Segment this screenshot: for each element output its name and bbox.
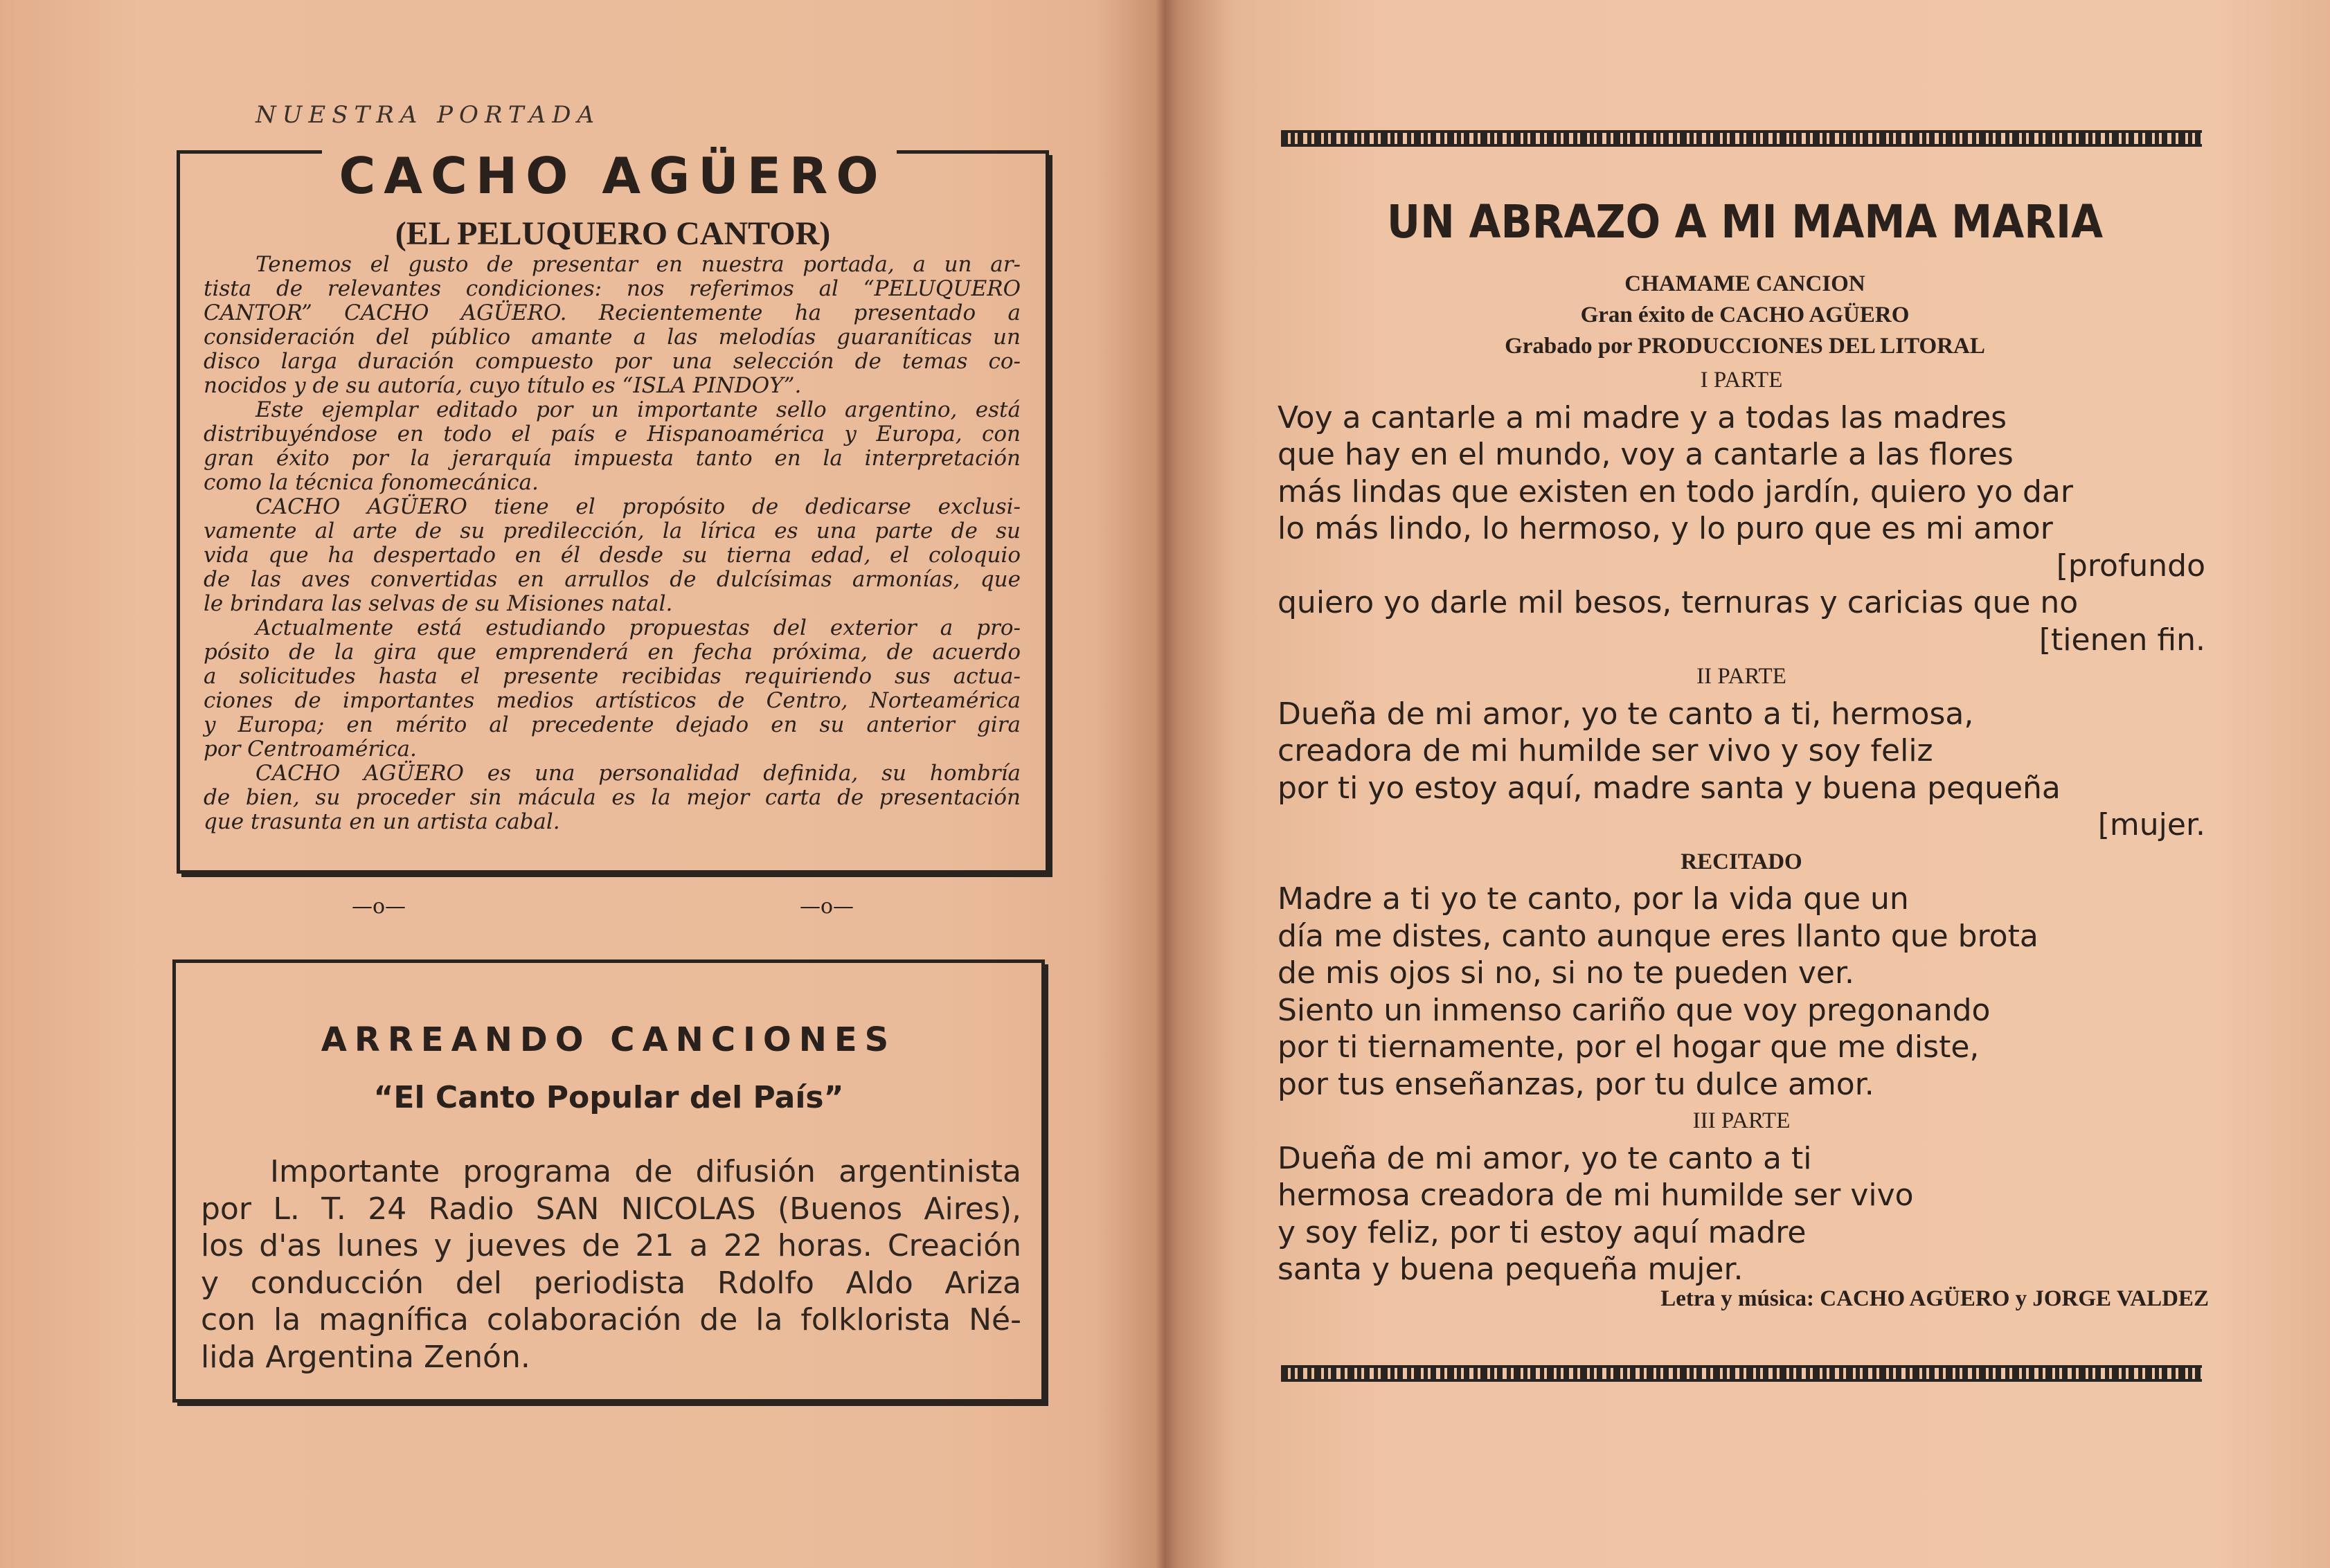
song-title: UN ABRAZO A MI MAMA MARIA [1386, 195, 2104, 249]
lyrics-line: por ti yo estoy aquí, madre santa y buena pequeña [1278, 770, 2061, 806]
lyrics-line: que hay en el mundo, voy a cantarle a las flores [1278, 437, 2014, 472]
lyrics-line: Madre a ti yo te canto, por la vida que un [1278, 881, 1909, 917]
lyrics-line: Siento un inmenso cariño que voy pregonando [1278, 992, 1991, 1028]
lyrics-line: más lindas que existen en todo jardín, quiero yo dar [1278, 474, 2073, 510]
lyrics-section-heading: II PARTE [1696, 664, 1786, 689]
article-line: Tenemos el gusto de presentar en nuestra portada, a un ar- [256, 252, 1021, 277]
lyrics-line: día me distes, canto aunque eres llanto que brota [1278, 918, 2038, 954]
article-line: por Centroamérica. [204, 737, 417, 762]
decorative-border-bottom [1281, 1365, 2202, 1382]
decorative-border-top [1281, 130, 2202, 147]
program-line: con la magnífica colaboración de la folklorista Né- [201, 1302, 1021, 1337]
lyrics-line: por ti tiernamente, por el hogar que me diste, [1278, 1029, 1980, 1065]
lyrics-line: quiero yo darle mil besos, ternuras y caricias que no [1278, 585, 2079, 620]
lyrics-line: y soy feliz, por ti estoy aquí madre [1278, 1214, 1807, 1250]
lyrics-line: [mujer. [2097, 807, 2205, 842]
article-line: como la técnica fonomecánica. [204, 470, 539, 495]
separator: —o— [352, 894, 406, 919]
article-line: CANTOR” CACHO AGÜERO. Recientemente ha presentado a [204, 300, 1021, 325]
article-line: nocidos y de su autoría, cuyo título es “ISLA PINDOY”. [204, 373, 802, 398]
program-line: por L. T. 24 Radio SAN NICOLAS (Buenos Aires), [201, 1191, 1021, 1227]
song-recorded: Grabado por PRODUCCIONES DEL LITORAL [1505, 334, 1985, 359]
article-line: pósito de la gira que emprenderá en fecha próxima, de acuerdo [204, 640, 1021, 665]
program-body [201, 1153, 1021, 1376]
article-line: a solicitudes hasta el presente recibidas requiriendo sus actua- [204, 664, 1021, 689]
lyrics-line: Voy a cantarle a mi madre y a todas las madres [1278, 399, 2007, 435]
program-line: Importante programa de difusión argentinista [270, 1154, 1021, 1189]
lyrics-section-heading: RECITADO [1681, 849, 1802, 874]
program-title: ARREANDO CANCIONES [321, 1020, 897, 1059]
program-subtitle: “El Canto Popular del País” [373, 1080, 844, 1115]
article-line: de las aves convertidas en arrullos de dulcísimas armonías, que [204, 567, 1021, 592]
article-line: consideración del público amante a las melodías guaraníticas un [204, 325, 1021, 350]
article-line: vida que ha despertado en él desde su tierna edad, el coloquio [204, 543, 1021, 568]
lyrics-line: hermosa creadora de mi humilde ser vivo [1278, 1178, 1914, 1213]
article-body [204, 253, 1021, 834]
lyrics-line: [profundo [2056, 548, 2205, 584]
song-genre: CHAMAME CANCION [1624, 271, 1865, 296]
separator: —o— [800, 894, 854, 919]
song-hit: Gran éxito de CACHO AGÜERO [1580, 303, 1910, 327]
article-line: Este ejemplar editado por un importante sello argentino, está [256, 397, 1021, 422]
lyrics-section-heading: III PARTE [1692, 1108, 1791, 1133]
lyrics-line: [tienen fin. [2038, 622, 2205, 658]
lyrics-line: por tus enseñanzas, por tu dulce amor. [1278, 1066, 1874, 1102]
song-lyrics [1278, 362, 2205, 1288]
article-line: CACHO AGÜERO tiene el propósito de dedicarse exclusi- [256, 494, 1021, 519]
program-line: y conducción del periodista Rdolfo Aldo Ariza [201, 1265, 1021, 1301]
lyrics-section-heading: I PARTE [1700, 368, 1783, 393]
lyrics-line: creadora de mi humilde ser vivo y soy feliz [1278, 733, 1933, 768]
article-line: y Europa; en mérito al precedente dejado en su anterior gira [204, 712, 1021, 737]
article-line: le brindara las selvas de su Misiones natal. [204, 591, 673, 616]
article-line: tista de relevantes condiciones: nos referimos al “PELUQUERO [204, 276, 1021, 301]
article-line: ciones de importantes medios artísticos de Centro, Norteamérica [204, 688, 1021, 713]
article-line: vamente al arte de su predilección, la lírica es una parte de su [204, 519, 1021, 543]
article-line: CACHO AGÜERO es una personalidad definida, su hombría [256, 761, 1021, 786]
article-line: distribuyéndose en todo el país e Hispanoamérica y Europa, con [204, 422, 1021, 447]
article-line: disco larga duración compuesto por una selección de temas co- [204, 349, 1021, 374]
article-title: CACHO AGÜERO [339, 147, 887, 205]
lyrics-line: Dueña de mi amor, yo te canto a ti [1278, 1140, 1812, 1176]
article-subtitle: (EL PELUQUERO CANTOR) [395, 215, 831, 252]
article-line: que trasunta en un artista cabal. [204, 809, 560, 834]
article-line: Actualmente está estudiando propuestas del exterior a pro- [256, 615, 1021, 640]
lyrics-line: santa y buena pequeña mujer. [1278, 1252, 1744, 1287]
lyrics-line: Dueña de mi amor, yo te canto a ti, hermosa, [1278, 696, 1974, 732]
article-line: de bien, su proceder sin mácula es la mejor carta de presentación [204, 785, 1021, 810]
song-credit: Letra y música: CACHO AGÜERO y JORGE VALDEZ [1660, 1286, 2209, 1311]
lyrics-line: de mis ojos si no, si no te pueden ver. [1278, 955, 1855, 991]
program-line: los d'as lunes y jueves de 21 a 22 horas. Creación [201, 1228, 1021, 1263]
article-line: gran éxito por la jerarquía impuesta tanto en la interpretación [204, 446, 1021, 471]
lyrics-line: lo más lindo, lo hermoso, y lo puro que es mi amor [1278, 511, 2053, 546]
program-line: lida Argentina Zenón. [201, 1339, 530, 1375]
section-label: NUESTRA PORTADA [256, 101, 601, 129]
